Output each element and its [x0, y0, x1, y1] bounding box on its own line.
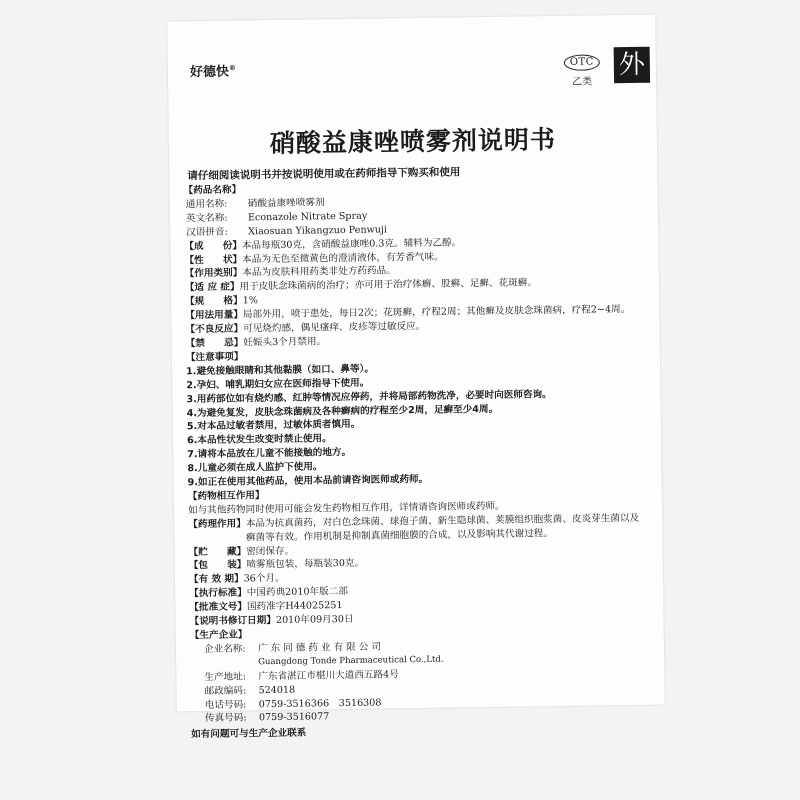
field-value: 喷雾瓶包装，每瓶装30克。 — [246, 558, 365, 571]
precaution-item: 5.对本品过敏者禁用，过敏体质者慎用。 — [186, 419, 361, 433]
address-label: 生产地址: — [204, 671, 247, 683]
insert-content — [183, 178, 651, 743]
postcode-value: 524018 — [258, 684, 296, 696]
field-key: 【性 状】 — [184, 253, 243, 266]
precaution-item: 9.如正在使用其他药品，使用本品前请咨询医师或药师。 — [187, 473, 429, 489]
company-name-value: 广东同德药业有限公司 — [257, 641, 384, 655]
generic-name-label: 通用名称: — [185, 198, 228, 211]
registered-mark: ® — [228, 64, 236, 73]
otc-label: OTC — [564, 54, 600, 71]
section-header-manufacturer: 【生产企业】 — [189, 629, 248, 642]
otc-class: 乙类 — [572, 76, 593, 88]
document-title: 硝酸益康唑喷雾剂说明书 — [269, 125, 557, 159]
fax-value: 0759-3516077 — [258, 711, 330, 724]
interactions-text: 如与其他药物同时使用可能会发生药物相互作用，详情请咨询医师或药师。 — [187, 500, 505, 517]
field-key: 【批准文号】 — [189, 601, 248, 614]
precaution-item: 6.本品性状发生改变时禁止使用。 — [186, 433, 332, 447]
fax-label: 传真号码: — [204, 712, 247, 725]
field-value: 可见烧灼感，偶见瘙痒、皮疹等过敏反应。 — [242, 320, 426, 335]
field-key: 【包 装】 — [188, 559, 247, 572]
field-key: 【说明书修订日期】 — [189, 615, 277, 628]
field-key: 【禁 忌】 — [185, 337, 244, 350]
field-value: 中国药典2010年版二部 — [246, 586, 348, 599]
field-value: 1% — [242, 295, 258, 307]
precaution-item: 7.请将本品放在儿童不能接触的地方。 — [187, 447, 352, 461]
precaution-item: 4.为避免复发，皮肤念珠菌病及各种癣病的疗程至少2周，足癣至少4周。 — [186, 403, 499, 419]
precaution-item: 3.用药部位如有烧灼感、红肿等情况应停药，并将局部药物洗净，必要时向医师咨询。 — [186, 388, 552, 405]
field-key: 【药理作用】 — [188, 518, 246, 530]
section-header-interactions: 【药物相互作用】 — [187, 490, 265, 503]
field-key: 【作用类别】 — [184, 267, 243, 280]
precaution-item: 8.儿童必须在成人监护下使用。 — [187, 461, 323, 475]
brand-logo — [190, 60, 236, 80]
field-key: 【贮 藏】 — [188, 545, 247, 558]
company-name-english: Guangdong Tonde Pharmaceutical Co.,Ltd. — [258, 654, 444, 668]
postcode-label: 邮政编码: — [204, 685, 247, 697]
external-use-badge: 外 — [614, 47, 650, 83]
package-insert-sheet — [167, 15, 665, 741]
contact-footer: 如有问题可与生产企业联系 — [191, 727, 307, 741]
otc-badge — [560, 49, 605, 88]
field-key: 【执行标准】 — [189, 587, 247, 600]
field-value: 妊娠头3个月禁用。 — [243, 336, 327, 349]
precaution-item: 2.孕妇、哺乳期妇女应在医师指导下使用。 — [186, 377, 370, 391]
generic-name-value: 硝酸益康唑喷雾剂 — [247, 197, 325, 210]
precaution-item: 1.避免接触眼睛和其他黏膜（如口、鼻等）。 — [186, 363, 374, 377]
field-value: 密闭保存。 — [246, 545, 295, 557]
pinyin-label: 汉语拼音: — [186, 226, 228, 238]
field-value: 本品为无色至微黄色的澄清液体，有芳香气味。 — [242, 251, 444, 265]
field-value: 国药准字H44025251 — [246, 600, 343, 613]
reading-notice: 请仔细阅读说明书并按说明使用或在药师指导下购买和使用 — [187, 166, 461, 183]
section-header-drug-name: 【药品名称】 — [183, 184, 242, 197]
field-value: 36个月。 — [243, 573, 285, 585]
address-value: 广东省湛江市椹川大道西五路4号 — [258, 668, 399, 682]
english-name-value: Econazole Nitrate Spray — [247, 210, 368, 224]
field-value: 本品每瓶30克，含硝酸益康唑0.3克。辅料为乙醇。 — [241, 236, 462, 252]
english-name-label: 英文名称: — [185, 212, 228, 225]
field-key: 【成 份】 — [184, 240, 242, 252]
field-value: 2010年09月30日 — [275, 613, 354, 627]
field-key: 【适 应 症】 — [184, 281, 240, 294]
field-key: 【用法用量】 — [185, 309, 243, 322]
field-key: 【规 格】 — [185, 295, 243, 308]
field-value: 本品为皮肤科用药类非处方药药品。 — [242, 265, 396, 279]
section-header-precautions: 【注意事项】 — [185, 351, 244, 364]
field-value: 用于皮肤念珠菌病的治疗；亦可用于治疗体癣、股癣、足癣、花斑癣。 — [239, 277, 538, 293]
field-key: 【有 效 期】 — [188, 573, 244, 586]
company-name-label: 企业名称: — [203, 643, 246, 655]
field-value: 本品为抗真菌药，对白色念珠菌、球孢子菌、新生隐球菌、荚膜组织胞浆菌、皮炎芽生菌以及癣菌等有效。作用机制是抑制真菌细胞膜的合成，以及影响其代谢过程。 — [245, 512, 640, 544]
field-key: 【不良反应】 — [185, 323, 244, 336]
pinyin-value: Xiaosuan Yikangzuo Penwuji — [248, 224, 388, 238]
brand-name: 好德快 — [189, 64, 230, 81]
field-value: 局部外用，喷于患处，每日2次；花斑癣，疗程2周；其他癣及皮肤念珠菌病，疗程2~4周。 — [242, 304, 631, 321]
phone-label: 电话号码: — [204, 698, 247, 711]
phone-value: 0759-3516366 3516308 — [258, 697, 382, 710]
